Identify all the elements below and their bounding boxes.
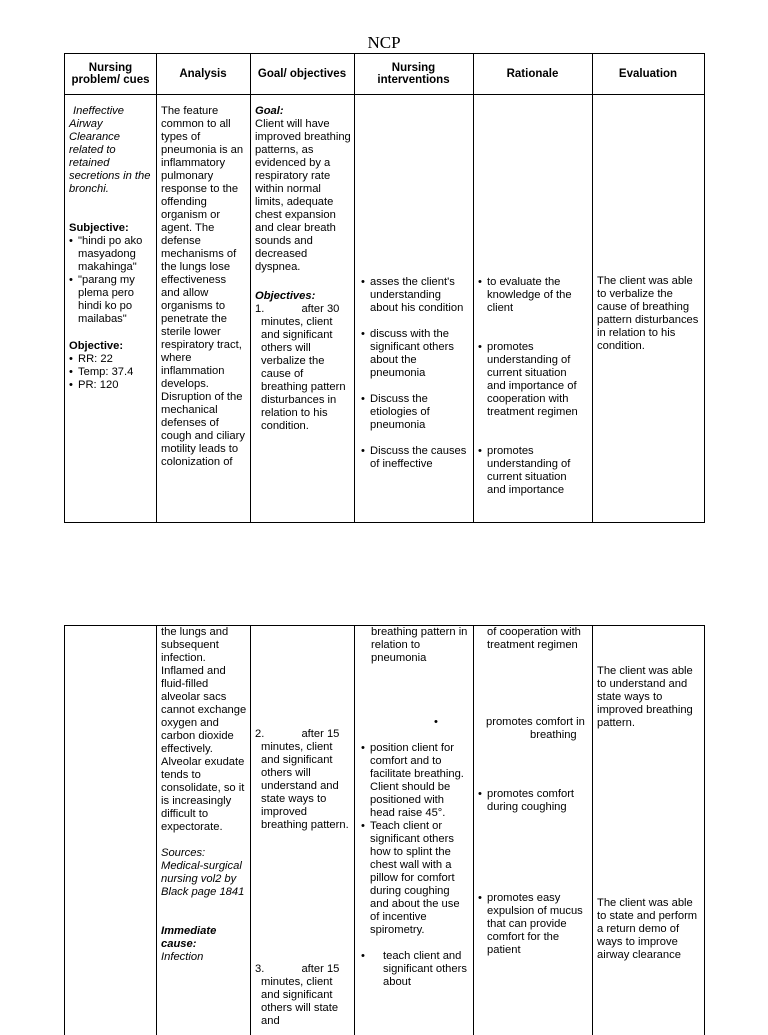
evaluation-cell bbox=[597, 275, 703, 353]
objective-number: 3. bbox=[255, 963, 265, 975]
objective-cue: • PR: 120 bbox=[69, 379, 152, 392]
intervention-item: • Discuss the etiologies of pneumonia bbox=[361, 393, 469, 432]
analysis-text-continued: the lungs and subsequent infection. Inflamed and fluid-filled alveolar sacs cannot exchange oxygen and carbon dioxide effectively. Alveolar exudate tends to consolidate, so it is increasingly difficult to expectorate. bbox=[161, 626, 247, 833]
problem-cell bbox=[69, 105, 152, 392]
rationale-item: • to evaluate the knowledge of the client bbox=[478, 276, 588, 315]
rationale-continued bbox=[487, 626, 589, 652]
goal-cell-objective-3 bbox=[255, 963, 351, 1028]
header-analysis: Analysis bbox=[179, 68, 227, 80]
goal-cell bbox=[255, 105, 351, 433]
column-divider bbox=[156, 54, 157, 522]
problem-statement: Ineffective Airway Clearance related to retained secretions in the bronchi. bbox=[69, 105, 151, 195]
immediate-cause-label: Immediate cause: bbox=[161, 925, 217, 950]
intervention-item: • discuss with the significant others about the pneumonia bbox=[361, 328, 469, 380]
column-divider bbox=[473, 626, 474, 1035]
column-divider bbox=[156, 626, 157, 1035]
column-divider bbox=[354, 54, 355, 522]
evaluation-cell-3 bbox=[597, 897, 703, 962]
column-divider bbox=[592, 626, 593, 1035]
header-rationale: Rationale bbox=[506, 68, 559, 80]
subjective-cue: • "parang my plema pero hindi ko po mailabas" bbox=[69, 274, 152, 326]
subjective-cue: • "hindi po ako masyadong makahinga" bbox=[69, 235, 152, 274]
objective-number: 1. bbox=[255, 303, 265, 315]
interventions-cell bbox=[361, 276, 469, 516]
goal-cell-continued bbox=[255, 728, 351, 832]
rationale-item: • promotes comfort during coughing bbox=[478, 788, 588, 814]
header-divider bbox=[65, 94, 704, 95]
intervention-item: • Teach client or significant others how to splint the chest wall with a pillow for comfort during coughing and about the use of incentive spirometry. bbox=[361, 820, 469, 937]
column-divider bbox=[592, 54, 593, 522]
objective-label: Objective: bbox=[69, 340, 124, 352]
column-divider bbox=[250, 626, 251, 1035]
evaluation-cell-2 bbox=[597, 665, 703, 730]
rationale-item: • promotes understanding of current situation and importance of cooperation with treatment regimen bbox=[478, 341, 588, 419]
intervention-item: • Discuss the causes of ineffective bbox=[361, 445, 469, 471]
rationale-cell bbox=[478, 276, 588, 516]
objective-text: after 15 minutes, client and significant others will state and bbox=[261, 963, 340, 1027]
intervention-item: • asses the client's understanding about his condition bbox=[361, 276, 469, 315]
analysis-cell bbox=[161, 105, 247, 521]
rationale-text-continued: of cooperation with treatment regimen bbox=[487, 626, 581, 651]
rationale-cell-continued bbox=[478, 716, 588, 957]
ncp-table-page-2 bbox=[64, 625, 705, 1035]
column-divider bbox=[354, 626, 355, 1035]
objective-cue: • Temp: 37.4 bbox=[69, 366, 152, 379]
intervention-text-continued: breathing pattern in relation to pneumonia bbox=[371, 626, 468, 664]
evaluation-text: The client was able to state and perform a return demo of ways to improve airway clearance bbox=[597, 897, 698, 961]
evaluation-text: The client was able to verbalize the cause of breathing pattern disturbances in relation to his condition. bbox=[597, 275, 699, 352]
intervention-continued bbox=[371, 626, 469, 665]
objective-3 bbox=[255, 963, 351, 1028]
subjective-label: Subjective: bbox=[69, 222, 129, 234]
evaluation-text: The client was able to understand and state ways to improved breathing pattern. bbox=[597, 665, 693, 729]
goal-text: Client will have improved breathing patterns, as evidenced by a respiratory rate within normal limits, adequate chest expansion and clear breath sounds and decreased dyspnea. bbox=[255, 118, 351, 273]
goal-label: Goal: bbox=[255, 105, 284, 117]
column-divider bbox=[473, 54, 474, 522]
analysis-sources: Sources: Medical-surgical nursing vol2 by Black page 1841 bbox=[161, 847, 245, 898]
objective-text: after 30 minutes, client and significant others will verbalize the cause of breathing pattern disturbances in relation to his condition. bbox=[261, 303, 346, 432]
objective-1 bbox=[255, 303, 351, 433]
rationale-item: • promotes easy expulsion of mucus that can provide comfort for the patient bbox=[478, 892, 588, 957]
header-interventions: Nursing interventions bbox=[377, 62, 450, 86]
objectives-label: Objectives: bbox=[255, 290, 316, 302]
rationale-item: • promotes comfort in breathing bbox=[478, 716, 588, 742]
immediate-cause: Infection bbox=[161, 951, 204, 963]
intervention-item: • position client for comfort and to facilitate breathing. Client should be positioned with head raise 45°. bbox=[361, 742, 469, 820]
column-divider bbox=[250, 54, 251, 522]
page-title: NCP bbox=[367, 33, 401, 52]
objective-text: after 15 minutes, client and significant others will understand and state ways to improved breathing pattern. bbox=[261, 728, 349, 831]
objective-number: 2. bbox=[255, 728, 265, 740]
ncp-table-page-1 bbox=[64, 53, 705, 523]
header-evaluation: Evaluation bbox=[618, 68, 678, 80]
rationale-item: • promotes understanding of current situation and importance bbox=[478, 445, 588, 497]
interventions-cell-continued bbox=[361, 742, 469, 989]
analysis-cell-continued bbox=[161, 626, 247, 964]
header-goal: Goal/ objectives bbox=[257, 68, 347, 80]
header-problem: Nursing problem/ cues bbox=[71, 62, 150, 86]
intervention-item: • teach client and significant others about bbox=[361, 950, 469, 989]
analysis-text: The feature common to all types of pneumonia is an inflammatory pulmonary response to the offending organism or agent. The defense mechanisms of the lungs lose effectiveness and allow organisms to penetrate the sterile lower respiratory tract, where inflammation develops. Disruption of the mechanical defenses of cough and ciliary motility leads to colonization of bbox=[161, 105, 245, 468]
objective-cue: • RR: 22 bbox=[69, 353, 152, 366]
objective-2 bbox=[255, 728, 351, 832]
